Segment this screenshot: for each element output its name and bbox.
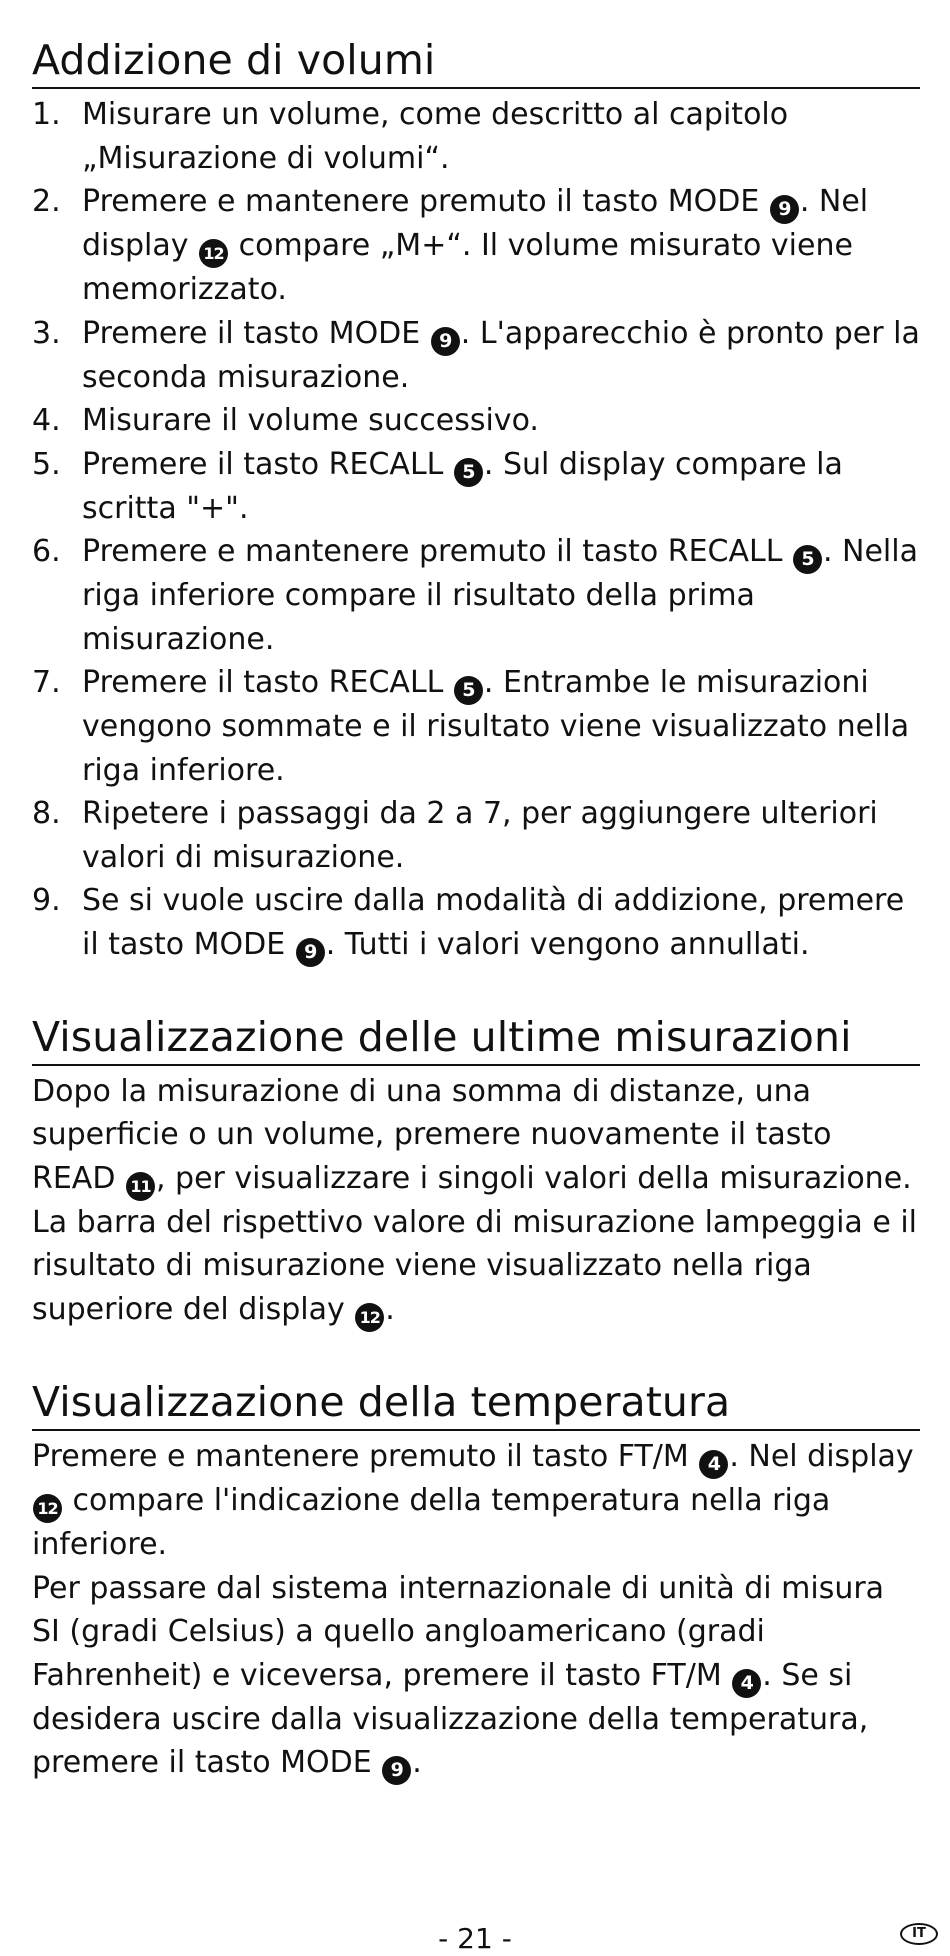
- step-number: 3.: [32, 315, 61, 351]
- step-text: . Tutti i valori vengono annullati.: [325, 926, 810, 962]
- mode-key-marker: 9: [770, 195, 799, 224]
- section-title: Visualizzazione della temperatura: [32, 1377, 731, 1426]
- paragraph-text: Premere e mantenere premuto il tasto FT/M: [32, 1439, 699, 1475]
- step-item: [32, 180, 920, 312]
- section-volume-addition: [32, 36, 920, 967]
- paragraph-text: .: [385, 1291, 395, 1327]
- step-number: 4.: [32, 403, 61, 439]
- recall-key-marker: 5: [454, 676, 483, 705]
- step-number: 8.: [32, 796, 61, 832]
- read-key-marker: 11: [126, 1172, 155, 1201]
- step-number: 6.: [32, 534, 61, 570]
- section-paragraph: [32, 1070, 920, 1332]
- step-item: [32, 661, 920, 792]
- recall-key-marker: 5: [454, 458, 483, 487]
- step-number: 5.: [32, 446, 61, 482]
- steps-list: [32, 93, 920, 967]
- step-text: . Nel display: [82, 184, 869, 264]
- step-number: 7.: [32, 665, 61, 701]
- step-text: Premere il tasto MODE: [82, 315, 430, 351]
- title-underline: [32, 87, 920, 89]
- step-item: [32, 792, 920, 879]
- section-paragraph: [32, 1567, 920, 1786]
- paragraph-text: Per passare dal sistema internazionale di unità di misura SI (gradi Celsius) a quello angloamericano (gradi Fahrenheit) e viceversa, premere il tasto FT/M: [32, 1570, 885, 1693]
- step-text: . Sul display compare la scritta "+".: [82, 446, 843, 526]
- paragraph-text: .: [412, 1745, 422, 1781]
- paragraph-text: . Se si desidera uscire dalla visualizzazione della temperatura, premere il tasto MODE: [32, 1657, 869, 1781]
- paragraph-text: Dopo la misurazione di una somma di distanze, una superficie o un volume, premere nuovamente il tasto READ: [32, 1073, 832, 1196]
- paragraph-text: . Nel display: [729, 1439, 914, 1475]
- section-title: Visualizzazione delle ultime misurazioni: [32, 1012, 852, 1061]
- ftm-key-marker: 4: [732, 1669, 761, 1698]
- step-text: Se si vuole uscire dalla modalità di addizione, premere il tasto MODE: [82, 883, 905, 962]
- mode-key-marker: 9: [382, 1756, 411, 1785]
- section-title: Addizione di volumi: [32, 36, 436, 84]
- step-text: Premere e mantenere premuto il tasto MODE: [82, 184, 769, 220]
- step-text: Premere il tasto RECALL: [82, 446, 453, 482]
- manual-page: [32, 36, 920, 1785]
- step-text: . L'apparecchio è pronto per la seconda misurazione.: [82, 315, 920, 395]
- paragraph-text: , per visualizzare i singoli valori della misurazione. La barra del rispettivo valore di misurazione lampeggia e il risultato di misurazione viene visualizzato nella riga superiore del display: [32, 1160, 918, 1327]
- step-text: Misurare un volume, come descritto al capitolo „Misurazione di volumi“.: [82, 97, 789, 176]
- step-text: Ripetere i passaggi da 2 a 7, per aggiungere ulteriori valori di misurazione.: [82, 796, 878, 875]
- section-last-measurements: [32, 1013, 920, 1332]
- mode-key-marker: 9: [296, 938, 325, 967]
- mode-key-marker: 9: [431, 327, 460, 356]
- section-paragraph: [32, 1435, 920, 1567]
- title-underline: [32, 1429, 920, 1431]
- step-number: 9.: [32, 883, 61, 919]
- step-item: [32, 312, 920, 400]
- step-text: Premere e mantenere premuto il tasto RECALL: [82, 534, 792, 570]
- step-item: [32, 530, 920, 661]
- step-item: [32, 879, 920, 967]
- language-badge: IT: [900, 1923, 938, 1945]
- section-temperature: [32, 1378, 920, 1785]
- step-number: 2.: [32, 184, 61, 220]
- step-item: [32, 93, 920, 180]
- step-item: [32, 443, 920, 531]
- step-text: . Entrambe le misurazioni vengono sommate e il risultato viene visualizzato nella riga inferiore.: [82, 665, 910, 788]
- display-marker: 12: [199, 239, 228, 268]
- paragraph-text: compare l'indicazione della temperatura nella riga inferiore.: [32, 1483, 831, 1563]
- recall-key-marker: 5: [793, 545, 822, 574]
- step-text: Premere il tasto RECALL: [82, 665, 453, 701]
- title-underline: [32, 1064, 920, 1066]
- step-text: Misurare il volume successivo.: [82, 403, 539, 439]
- display-marker: 12: [33, 1494, 62, 1523]
- page-number: - 21 -: [438, 1922, 512, 1955]
- step-item: [32, 399, 920, 443]
- ftm-key-marker: 4: [699, 1450, 728, 1479]
- step-text: . Nella riga inferiore compare il risultato della prima misurazione.: [82, 534, 918, 657]
- step-number: 1.: [32, 97, 61, 133]
- display-marker: 12: [355, 1303, 384, 1332]
- step-text: compare „M+“. Il volume misurato viene memorizzato.: [82, 228, 853, 308]
